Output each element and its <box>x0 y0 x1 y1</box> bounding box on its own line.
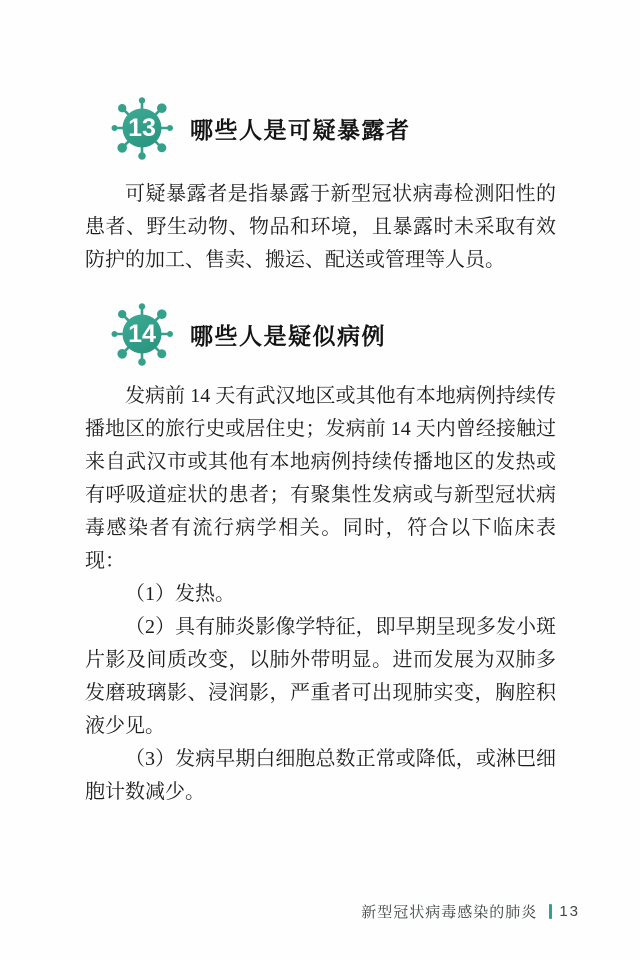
section-14-list-item-2: （2）具有肺炎影像学特征，即早期呈现多发小斑片影及间质改变，以肺外带明显。进而发展为双肺多发磨玻璃影、浸润影，严重者可出现肺实变，胸腔积液少见。 <box>85 616 556 737</box>
section-13-title: 哪些人是可疑暴露者 <box>190 116 411 143</box>
section-14-heading <box>109 301 556 367</box>
section-13-paragraph: 可疑暴露者是指暴露于新型冠状病毒检测阳性的患者、野生动物、物品和环境，且暴露时未采取有效防护的加工、售卖、搬运、配送或管理等人员。 <box>85 183 556 271</box>
section-13-heading <box>109 0 556 161</box>
section-number-badge: 14 <box>128 319 156 348</box>
section-14-title: 哪些人是疑似病例 <box>190 322 386 349</box>
footer-page-number: 13 <box>559 903 580 920</box>
page-footer <box>361 901 580 922</box>
section-14-list-item-3: （3）发病早期白细胞总数正常或降低，或淋巴细胞计数减少。 <box>85 748 556 803</box>
section-14-paragraph: 发病前 14 天有武汉地区或其他有本地病例持续传播地区的旅行史或居住史；发病前 14 天内曾经接触过来自武汉市或其他有本地病例持续传播地区的发热或有呼吸道症状的患者；有聚集性发病或与新型冠状病毒感染者有流行病学相关。同时，符合以下临床表现： <box>85 385 556 572</box>
virus-icon <box>109 301 175 367</box>
footer-book-title: 新型冠状病毒感染的肺炎 <box>361 904 538 921</box>
section-number-badge: 13 <box>128 113 156 142</box>
section-14-list-item-1: （1）发热。 <box>125 583 235 605</box>
virus-icon <box>109 95 175 161</box>
footer-divider <box>549 904 552 919</box>
